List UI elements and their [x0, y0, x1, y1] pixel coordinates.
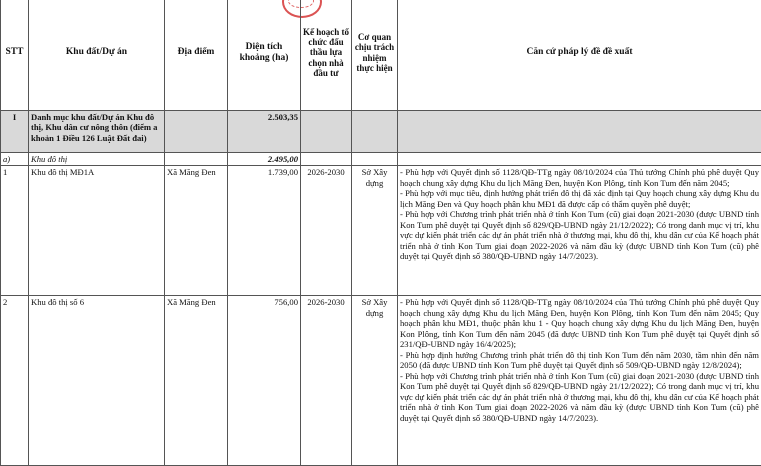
section-location: [165, 111, 228, 153]
row-stt: 1: [1, 166, 29, 296]
header-area: Diện tích khoảng (ha): [228, 0, 301, 111]
row-project-name: Khu đô thị số 6: [29, 296, 165, 466]
subsection-area: 2.495,00: [228, 153, 301, 166]
row-area: 1.739,00: [228, 166, 301, 296]
table-row: [1, 166, 761, 296]
header-agency: Cơ quan chịu trách nhiệm thực hiện: [352, 0, 398, 111]
section-title: Danh mục khu đất/Dự án Khu đô thị, Khu dân cư nông thôn (điểm a khoản 1 Điều 126 Luật Đất đai): [29, 111, 165, 153]
subsection-row: [1, 153, 761, 166]
section-area: 2.503,35: [228, 111, 301, 153]
header-location: Địa điểm: [165, 0, 228, 111]
row-legal-basis: [398, 166, 761, 296]
legal-item: - Phù hợp định hướng Chương trình phát triển đô thị tỉnh Kon Tum đến năm 2030, tầm nhìn đến năm 2050 (đã được UBND tỉnh Kon Tum phê duyệt tại Quyết định số 509/QĐ-UBND ngày 12/8/2024);: [400, 350, 759, 371]
legal-item: - Phù hợp với mục tiêu, định hướng phát triển đô thị đã xác định tại Quy hoạch chung xây dựng Khu du lịch Măng Đen và Quy hoạch phân khu MĐ1 đã được cấp có thẩm quyền phê duyệt;: [400, 188, 759, 209]
section-plan: [301, 111, 352, 153]
header-stt: STT: [1, 0, 29, 111]
row-agency: Sở Xây dựng: [352, 296, 398, 466]
header-bidding-plan: Kế hoạch tổ chức đấu thầu lựa chọn nhà đầu tư: [301, 0, 352, 111]
subsection-stt: a): [1, 153, 29, 166]
table-row: [1, 296, 761, 466]
section-stt: I: [1, 111, 29, 153]
header-project: Khu đất/Dự án: [29, 0, 165, 111]
legal-item: - Phù hợp với Quyết định số 1128/QĐ-TTg ngày 08/10/2024 của Thủ tướng Chính phủ phê duyệt Quy hoạch chung xây dựng Khu du lịch Măng Đen, huyện Kon Plông, tỉnh Kon Tum đến năm 2045; Quy hoạch phân khu MĐ1, thuộc phân khu 1 - Quy hoạch chung xây dựng Khu du lịch Măng Đen, huyện Kon Plông, tỉnh Kon Tum đến năm 2045 (đã được UBND tỉnh Kon Tum phê duyệt tại Quyết định số 231/QĐ-UBND ngày 16/4/2025);: [400, 297, 759, 349]
subsection-location: [165, 153, 228, 166]
row-legal-basis: [398, 296, 761, 466]
section-legal: [398, 111, 761, 153]
row-location: Xã Măng Đen: [165, 166, 228, 296]
header-legal-basis: Căn cứ pháp lý đề đề xuất: [398, 0, 761, 111]
subsection-title: Khu đô thị: [29, 153, 165, 166]
row-stt: 2: [1, 296, 29, 466]
table-header-row: [1, 0, 761, 111]
row-location: Xã Măng Đen: [165, 296, 228, 466]
row-period: 2026-2030: [301, 296, 352, 466]
legal-item: - Phù hợp với Quyết định số 1128/QĐ-TTg ngày 08/10/2024 của Thủ tướng Chính phủ phê duyệt Quy hoạch chung xây dựng Khu du lịch Măng Đen, huyện Kon Plông, tỉnh Kon Tum đến năm 2045;: [400, 167, 759, 188]
subsection-plan: [301, 153, 352, 166]
section-row: [1, 111, 761, 153]
subsection-agency: [352, 153, 398, 166]
subsection-legal: [398, 153, 761, 166]
section-agency: [352, 111, 398, 153]
row-area: 756,00: [228, 296, 301, 466]
legal-item: - Phù hợp với Chương trình phát triển nhà ở tỉnh Kon Tum (cũ) giai đoạn 2021-2030 (được UBND tỉnh Kon Tum phê duyệt tại Quyết định số 829/QĐ-UBND ngày 21/12/2022); Có trong danh mục vị trí, khu vực dự kiến phát triển các dự án phát triển nhà ở thương mại, khu đô thị, khu dân cư của Kế hoạch phát triển nhà ở tỉnh Kon Tum giai đoạn 2022-2026 và năm đầu kỳ (được UBND tỉnh Kon Tum (cũ) phê duyệt tại Quyết định số 380/QĐ-UBND ngày 14/7/2023).: [400, 209, 759, 261]
row-project-name: Khu đô thị MĐ1A: [29, 166, 165, 296]
legal-item: - Phù hợp với Chương trình phát triển nhà ở tỉnh Kon Tum (cũ) giai đoạn 2021-2030 (được UBND tỉnh Kon Tum phê duyệt tại Quyết định số 829/QĐ-UBND ngày 21/12/2022); Có trong danh mục vị trí, khu vực dự kiến phát triển các dự án phát triển nhà ở thương mại, khu đô thị, khu dân cư của Kế hoạch phát triển nhà ở tỉnh Kon Tum giai đoạn 2022-2026 và năm đầu kỳ (được UBND tỉnh Kon Tum (cũ) phê duyệt tại Quyết định số 380/QĐ-UBND ngày 14/7/2023).: [400, 371, 759, 423]
row-period: 2026-2030: [301, 166, 352, 296]
row-agency: Sở Xây dựng: [352, 166, 398, 296]
